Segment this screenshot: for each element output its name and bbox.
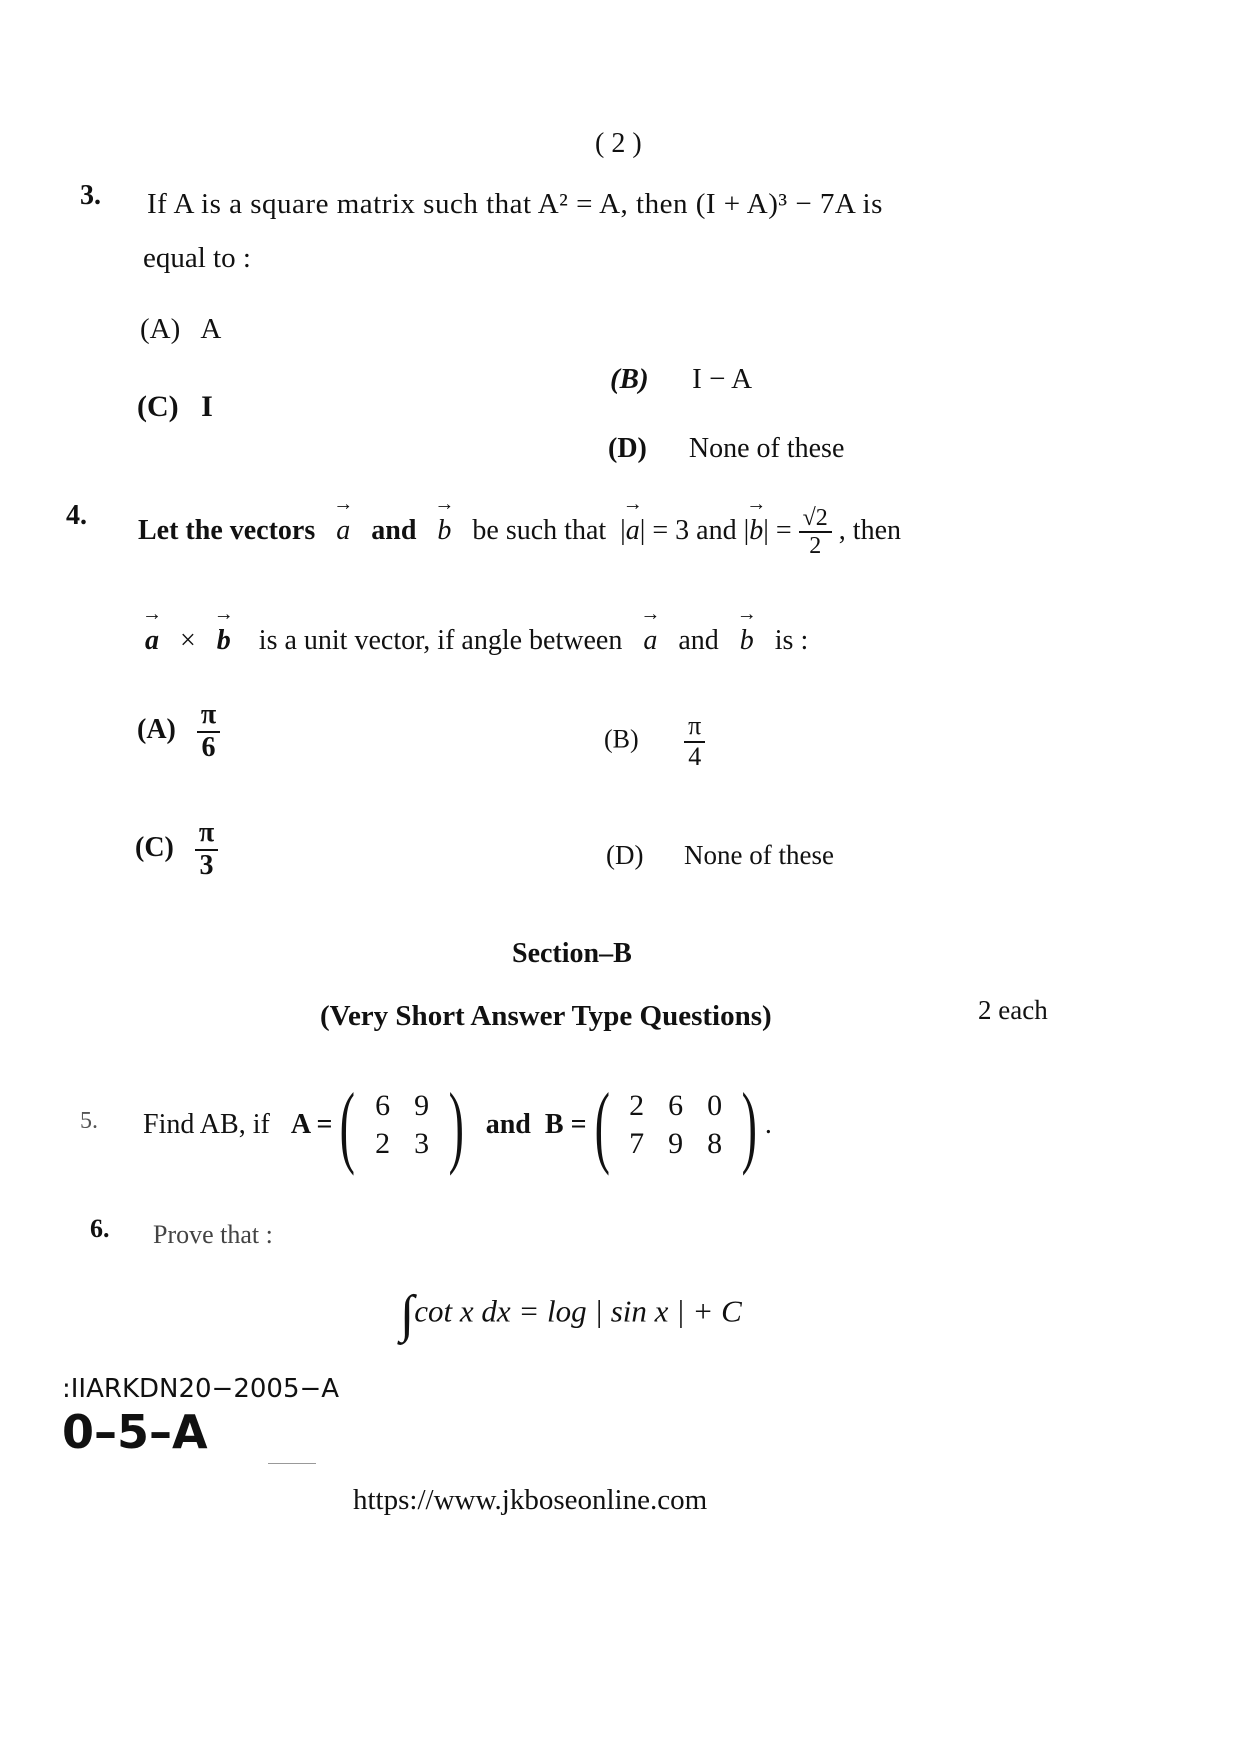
- cross-symbol: ×: [180, 625, 196, 656]
- option-label: (C): [135, 832, 174, 864]
- q5-number: 5.: [80, 1108, 98, 1134]
- option-value: None of these: [683, 840, 834, 870]
- right-paren: ): [741, 1074, 758, 1176]
- matrix-b: [587, 1074, 765, 1176]
- right-paren: ): [448, 1074, 465, 1176]
- q4-text-line2: [145, 625, 808, 657]
- vector-a: → a: [145, 625, 159, 657]
- q5-text: Find AB, if: [143, 1109, 270, 1140]
- matrix-cell: 3: [414, 1127, 430, 1160]
- fraction-denominator: 6: [201, 731, 216, 763]
- q4-option-a: [137, 700, 220, 764]
- option-label: (D): [608, 433, 647, 464]
- matrix-cell: 9: [414, 1089, 430, 1122]
- footer-divider: [268, 1463, 316, 1464]
- q5-end: .: [764, 1109, 772, 1140]
- vector-b: → b: [437, 515, 451, 547]
- matrix-cell: 8: [707, 1127, 723, 1160]
- matrix-cell: 7: [629, 1127, 645, 1160]
- option-value: A: [200, 313, 222, 345]
- q3-text-line1: If A is a square matrix such that A² = A, then (I + A)³ − 7A is: [147, 188, 883, 220]
- matrix-a-label: A =: [290, 1109, 333, 1140]
- option-fraction: [197, 700, 220, 764]
- matrix-b-label: B =: [544, 1109, 587, 1140]
- q4-and: and: [371, 514, 417, 546]
- matrix-cell: 9: [668, 1127, 684, 1160]
- option-label: (B): [604, 724, 639, 754]
- integral-sign: ∫: [400, 1286, 415, 1343]
- q4-option-c: [135, 818, 218, 882]
- q4-line2-end: is :: [774, 625, 809, 656]
- fraction-denominator: 3: [199, 849, 214, 881]
- fraction-numerator: π: [195, 818, 218, 851]
- q4-option-b: [604, 712, 705, 771]
- left-paren: (: [594, 1074, 610, 1176]
- matrix-a: [332, 1074, 471, 1176]
- matrix-cell: 6: [375, 1089, 391, 1122]
- paper-code-large: 0–5–A: [62, 1405, 208, 1459]
- q3-option-c: [137, 390, 213, 424]
- q6-text: Prove that :: [153, 1220, 273, 1249]
- q3-option-a: [140, 313, 221, 346]
- q4-and: and: [678, 625, 719, 656]
- fraction-numerator: π: [684, 712, 705, 743]
- vector-b: → b: [217, 625, 231, 657]
- option-label: (B): [610, 363, 649, 395]
- q4-be-such-that: be such that: [472, 514, 607, 546]
- fraction-numerator: √2: [799, 505, 832, 533]
- left-paren: (: [340, 1074, 356, 1176]
- q3-option-b: [610, 363, 752, 396]
- page-number: ( 2 ): [595, 128, 642, 159]
- q3-text-line2: equal to :: [143, 242, 251, 274]
- vector-b: → b: [740, 625, 754, 657]
- section-title: Section–B: [512, 938, 632, 969]
- vector-a-magnitude: → a: [626, 515, 640, 547]
- matrix-cell: 0: [707, 1089, 723, 1122]
- q4-line2-mid: is a unit vector, if angle between: [258, 625, 623, 656]
- option-value: I: [201, 390, 213, 423]
- q4-text-line1: Let the vectors → a and → b be such that |→ a| = 3 and |→ b| = $\frac{√2}{2}$ , then: [138, 505, 901, 560]
- option-fraction: [195, 818, 218, 882]
- q6-formula-line: [400, 1285, 742, 1344]
- q5-text-line: [143, 1075, 772, 1175]
- q4-option-d: [606, 840, 834, 871]
- q3-number: 3.: [80, 180, 101, 211]
- section-marks: 2 each: [978, 995, 1048, 1025]
- vector-b-magnitude: → b: [749, 515, 763, 547]
- vector-a: → a: [336, 515, 350, 547]
- q4-mag-a: = 3 and: [652, 514, 737, 546]
- option-label: (A): [137, 714, 176, 746]
- option-label: (D): [606, 840, 644, 870]
- matrix-cell: 6: [668, 1089, 684, 1122]
- paper-code-small: :IIARKDN20−2005−A: [62, 1374, 340, 1404]
- option-value: I − A: [692, 363, 753, 395]
- q6-number: 6.: [90, 1214, 110, 1243]
- q4-text-start: Let the vectors: [138, 514, 316, 546]
- sqrt2-over-2: [799, 505, 832, 560]
- q4-number: 4.: [66, 500, 87, 531]
- section-subtitle: (Very Short Answer Type Questions): [320, 1000, 772, 1032]
- matrix-cell: 2: [629, 1089, 645, 1122]
- q3-option-d: [608, 433, 844, 465]
- fraction-denominator: 4: [688, 741, 702, 771]
- option-value: None of these: [688, 433, 845, 464]
- fraction-denominator: 2: [809, 533, 822, 560]
- q4-then: , then: [838, 514, 902, 546]
- fraction-numerator: π: [197, 700, 220, 733]
- option-label: (A): [140, 313, 181, 345]
- option-fraction: [684, 712, 705, 771]
- option-label: (C): [137, 390, 179, 423]
- vector-a: → a: [643, 625, 657, 657]
- website-url: https://www.jkboseonline.com: [353, 1484, 708, 1516]
- matrix-cell: 2: [375, 1127, 391, 1160]
- q5-and: and: [485, 1109, 531, 1140]
- q6-formula: cot x dx = log | sin x | + C: [414, 1293, 742, 1329]
